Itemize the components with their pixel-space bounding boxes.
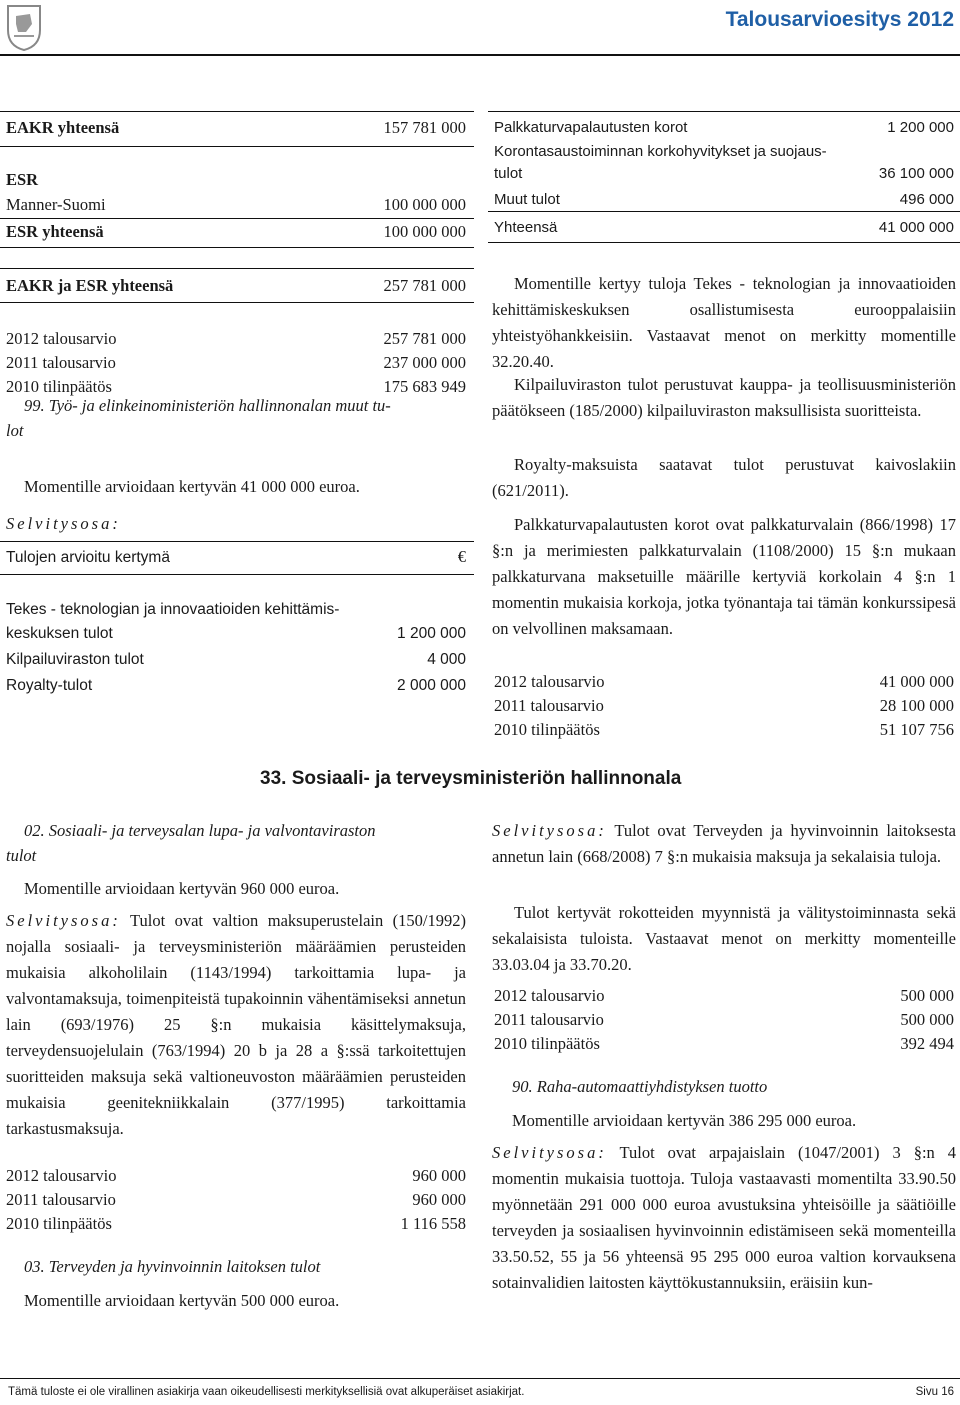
rule <box>0 302 474 303</box>
selvitysosa-text: Tulot ovat Terveyden ja hyvinvoinnin laitoksesta annetun lain (668/2008) 7 §:n mukaisia maksuja ja sekalaisia tuloja. <box>492 821 956 866</box>
eakr-esr-total-row <box>6 276 466 296</box>
rule <box>488 211 960 212</box>
row-value: 960 000 <box>412 1166 466 1185</box>
table-row <box>6 676 466 696</box>
selvitysosa-text: Tulot ovat arpajaislain (1047/2001) 3 §:n 4 momentin mukaisia tuottoja. Tuloja vastaavasti momentilta 33.90.50 myönnetään 291 000 000 euroa avustuksina yhteisöille ja säätiöille terveyden ja sosiaalisen hyvinvoinnin edistämiseen sekä momenteilla 33.50.52, 55 ja 56 yhteensä 95 295 000 euroa valtion korvauksena sotainvalidien laitosten käyttökustannuksiin, eräisiin kun- <box>492 1143 957 1292</box>
budget-row <box>494 1034 954 1054</box>
selvitysosa-label: Selvitysosa: <box>492 1143 607 1162</box>
row-value: 960 000 <box>412 1190 466 1209</box>
item-90-heading: 90. Raha-automaattiyhdistyksen tuotto <box>512 1077 768 1096</box>
budget-row <box>6 1214 466 1234</box>
row-value: 257 781 000 <box>383 276 466 295</box>
table-header-row <box>6 547 466 568</box>
esr-heading <box>6 170 466 190</box>
section-heading: 33. Sosiaali- ja terveysministeriön hallinnonala <box>260 768 682 789</box>
selvitysosa-text: Tulot ovat valtion maksuperustelain (150/1992) nojalla sosiaali- ja terveysministeriön määräämien perusteiden mukaisia alkoholilain (1143/1994) tarkoittamia lupa- ja valvontamaksuja, toimenpiteistä tupakoinnin vähentämiseksi annetun lain (693/1976) 25 §:n mukaisia käsittelymaksuja, terveydensuojelulain (763/1994) 20 b ja 28 a §:ssä tarkoitettujen suoritteiden maksuja sekä valtioneuvoston määräämien perusteiden mukaisia geenitekniikkalain (377/1995) tarkoittamia tarkastusmaksuja. <box>6 911 467 1138</box>
coat-of-arms-logo <box>4 2 44 52</box>
budget-row <box>494 1010 954 1030</box>
row-label: EAKR ja ESR yhteensä <box>6 276 174 295</box>
table-unit: € <box>457 547 466 566</box>
row-label: Manner-Suomi <box>6 195 106 214</box>
row-label: 2011 talousarvio <box>494 1010 604 1029</box>
table-row <box>6 624 466 644</box>
table-row <box>494 142 954 162</box>
row-value: 157 781 000 <box>383 118 466 137</box>
row-label: 2012 talousarvio <box>494 672 605 691</box>
row-value: 100 000 000 <box>383 195 466 214</box>
item-99-heading: 99. Työ- ja elinkeinoministeriön hallinnonalan muut tu- <box>24 396 391 415</box>
row-value: 41 000 000 <box>878 219 954 236</box>
item-02-heading: 02. Sosiaali- ja terveysalan lupa- ja valvontaviraston <box>24 821 376 840</box>
table-row <box>494 118 954 138</box>
item-02-heading-cont: tulot <box>6 846 37 865</box>
item-03-text: Momentille arvioidaan kertyvän 500 000 euroa. <box>24 1291 340 1310</box>
row-label: Yhteensä <box>494 219 558 236</box>
row-value: 1 200 000 <box>887 119 954 136</box>
budget-row <box>494 720 954 740</box>
selvitysosa-paragraph <box>492 818 956 870</box>
budget-row <box>494 986 954 1006</box>
rule <box>488 242 960 243</box>
row-label: tulot <box>494 165 523 182</box>
row-label: Muut tulot <box>494 191 560 208</box>
row-label: ESR yhteensä <box>6 222 104 241</box>
row-label: 2012 talousarvio <box>6 1166 117 1185</box>
row-label: 2011 talousarvio <box>6 353 116 372</box>
rule <box>488 111 960 112</box>
header-rule <box>0 54 960 56</box>
row-value: 41 000 000 <box>879 672 954 691</box>
row-label: ESR <box>6 170 39 189</box>
row-value: 28 100 000 <box>879 696 954 715</box>
item-99-heading-cont: lot <box>6 421 24 440</box>
row-value: 51 107 756 <box>879 720 954 739</box>
row-value: 36 100 000 <box>878 165 954 182</box>
row-label: keskuksen tulot <box>6 625 113 642</box>
table-header-label: Tulojen arvioitu kertymä <box>6 549 170 566</box>
row-value: 1 200 000 <box>397 625 466 642</box>
selvitysosa-label: Selvitysosa: <box>6 911 121 930</box>
row-label: Tekes - teknologian ja innovaatioiden kehittämis- <box>6 601 340 618</box>
budget-row <box>6 1166 466 1186</box>
row-label: 2011 talousarvio <box>6 1190 116 1209</box>
selvitysosa-label: Selvitysosa: <box>6 514 121 533</box>
paragraph: Momentille kertyy tuloja Tekes - teknologian ja innovaatioiden kehittämiskeskuksen osallistumisesta eurooppalaisiin yhteistyöhankkeisiin. Vastaavat menot on merkitty momentille 32.20.40. <box>492 274 956 371</box>
row-label: 2010 tilinpäätös <box>6 1214 112 1233</box>
row-value: 4 000 <box>427 651 466 668</box>
budget-row <box>6 1190 466 1210</box>
page-number: Sivu 16 <box>915 1386 954 1398</box>
selvitysosa-paragraph <box>6 908 466 1142</box>
budget-row <box>6 329 466 349</box>
row-label: 2010 tilinpäätös <box>6 377 112 396</box>
row-value: 2 000 000 <box>397 677 466 694</box>
table-row <box>494 190 954 210</box>
item-99-text: Momentille arvioidaan kertyvän 41 000 000 euroa. <box>24 477 360 496</box>
row-label: 2012 talousarvio <box>6 329 117 348</box>
eakr-total-row <box>6 118 466 138</box>
row-value: 500 000 <box>900 1010 954 1029</box>
row-label: Royalty-tulot <box>6 677 93 694</box>
row-label: 2012 talousarvio <box>494 986 605 1005</box>
footer-rule <box>0 1378 960 1379</box>
paragraph: Royalty-maksuista saatavat tulot perustuvat kaivoslakiin (621/2011). <box>492 455 956 500</box>
paragraph: Tulot kertyvät rokotteiden myynnistä ja välitystoiminnasta sekä sekalaisista tuloista. Vastaavat menot on merkitty momenteille 33.03.04 ja 33.70.20. <box>492 903 956 974</box>
row-label: EAKR yhteensä <box>6 118 120 137</box>
paragraph: Kilpailuviraston tulot perustuvat kauppa- ja teollisuusministeriön päätökseen (185/2000) kilpailuviraston maksullisista suoritteista. <box>492 375 956 420</box>
rule <box>0 574 474 575</box>
row-label: 2011 talousarvio <box>494 696 604 715</box>
selvitysosa-paragraph <box>492 1140 956 1296</box>
paragraph: Palkkaturvapalautusten korot ovat palkkaturvalain (866/1998) 17 §:n ja merimiesten palkkaturvalain (1108/2000) 15 §:n mukaan palkkaturvana maksetuille määrille kertyviä korkolain 4 §:n 1 momentin mukaisia korkoja, jotka työnantaja tai tämän konkurssipesä on velvollinen maksamaan. <box>492 515 956 638</box>
item-90-text: Momentille arvioidaan kertyvän 386 295 000 euroa. <box>512 1111 857 1130</box>
table-row <box>6 600 466 620</box>
rule <box>0 111 474 112</box>
rule <box>0 146 474 147</box>
row-value: 257 781 000 <box>383 329 466 348</box>
manner-row <box>6 195 466 215</box>
budget-row <box>494 696 954 716</box>
row-label: 2010 tilinpäätös <box>494 1034 600 1053</box>
esr-total-row <box>6 222 466 242</box>
row-value: 237 000 000 <box>383 353 466 372</box>
item-02-text: Momentille arvioidaan kertyvän 960 000 euroa. <box>24 879 340 898</box>
footer-note: Tämä tuloste ei ole virallinen asiakirja vaan oikeudellisesti merkityksellisiä ovat alkuperäiset asiakirjat. <box>8 1386 525 1398</box>
rule <box>0 541 474 542</box>
item-03-heading: 03. Terveyden ja hyvinvoinnin laitoksen tulot <box>24 1257 321 1276</box>
total-row <box>494 218 954 238</box>
budget-row <box>6 353 466 373</box>
rule <box>0 268 474 269</box>
row-value: 496 000 <box>899 191 954 208</box>
row-value: 1 116 558 <box>400 1214 466 1233</box>
rule <box>0 247 474 248</box>
row-label: 2010 tilinpäätös <box>494 720 600 739</box>
row-value: 100 000 000 <box>383 222 466 241</box>
rule <box>0 218 474 219</box>
document-title: Talousarvioesitys 2012 <box>725 8 954 31</box>
row-value: 175 683 949 <box>383 377 466 396</box>
row-label: Palkkaturvapalautusten korot <box>494 119 688 136</box>
table-row <box>6 650 466 670</box>
selvitysosa-label: Selvitysosa: <box>492 821 607 840</box>
row-value: 500 000 <box>900 986 954 1005</box>
row-value: 392 494 <box>900 1034 954 1053</box>
budget-row <box>494 672 954 692</box>
row-label: Korontasaustoiminnan korkohyvitykset ja suojaus- <box>494 143 827 160</box>
table-row <box>494 164 954 184</box>
row-label: Kilpailuviraston tulot <box>6 651 144 668</box>
